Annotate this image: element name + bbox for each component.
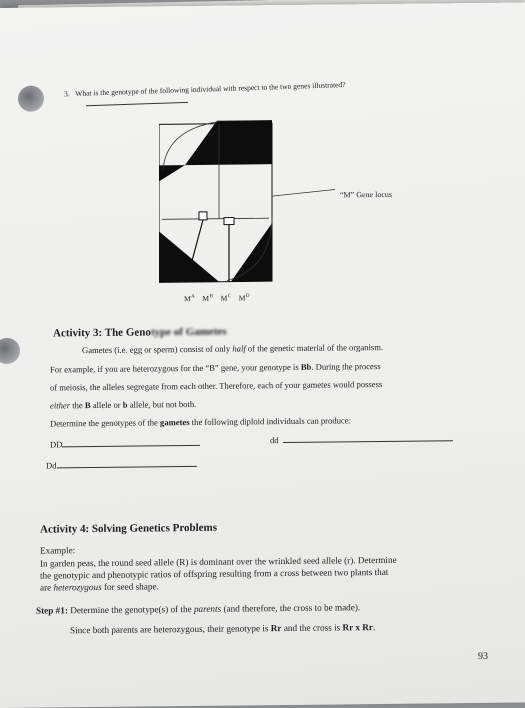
centromere-left (199, 212, 207, 220)
divider-line (162, 218, 269, 219)
binder-hole-middle (0, 338, 20, 364)
allele-c: $M^C$ (220, 293, 232, 303)
step-1: Step #1: Determine the genotype(s) of the parents (and therefore, the cross to be made). (36, 602, 361, 616)
chromosome-diagram (159, 117, 339, 289)
activity-3-title: Activity 3: The Genotype of Gametes (53, 325, 227, 340)
example-line-2: the genotypic and phenotypic ratios of offspring resulting from a cross between two plants that (40, 566, 389, 581)
binder-hole-top (18, 86, 44, 112)
chromosome-lower-left (159, 231, 219, 283)
question-3 (64, 80, 346, 98)
page-number: 93 (478, 650, 488, 662)
activity-4-title: Activity 4: Solving Genetics Problems (40, 521, 217, 536)
question-text: What is the genotype of the following individual with respect to the two genes illustrated? (75, 79, 346, 98)
allele-b: $M^B$ (202, 293, 214, 303)
genotype-Dd: Dd (46, 459, 197, 471)
genotype-dd-lower: dd (270, 433, 453, 446)
question-number: 3. (64, 89, 70, 99)
allele-a: $M^A$ (184, 293, 196, 304)
centromere-right (224, 218, 234, 225)
activity-3-line-5: Determine the genotypes of the gametes the following diploid individuals can produce: (50, 415, 351, 429)
locus-pointer (272, 189, 335, 196)
worksheet-page (0, 3, 525, 708)
answer-blank-DD[interactable] (62, 445, 200, 447)
activity-3-line-1: Gametes (i.e. egg or sperm) consist of only half of the genetic material of the organism. (82, 341, 384, 356)
activity-3-line-4: either the B allele or b allele, but not both. (50, 398, 197, 411)
chromosome-lower-right (231, 223, 272, 281)
example-line-3: are heterozygous for seed shape. (40, 581, 159, 593)
example-label: Example: (40, 545, 76, 556)
answer-blank-dd[interactable] (283, 440, 453, 443)
answer-blank-Dd[interactable] (57, 466, 197, 468)
answer-line-q3 (86, 102, 188, 106)
example-line-1: In garden peas, the round seed allele (R) is dominant over the wrinkled seed allele (r). Determine (40, 554, 397, 569)
genotype-dd-upper: DD (50, 438, 200, 450)
parents-genotype-line: Since both parents are heterozygous, their genotype is Rr and the cross is Rr x Rr. (70, 622, 376, 636)
allele-d: $M^D$ (238, 293, 250, 303)
activity-3-line-3: of meiosis, the alleles segregate from each other. Therefore, each of your gametes would possess (50, 378, 383, 393)
activity-3-line-2: For example, if you are heterozygous for the “B” gene, your genotype is Bb. During the process (50, 361, 381, 375)
gene-locus-label: “M” Gene locus (340, 189, 392, 200)
allele-labels (184, 293, 250, 303)
